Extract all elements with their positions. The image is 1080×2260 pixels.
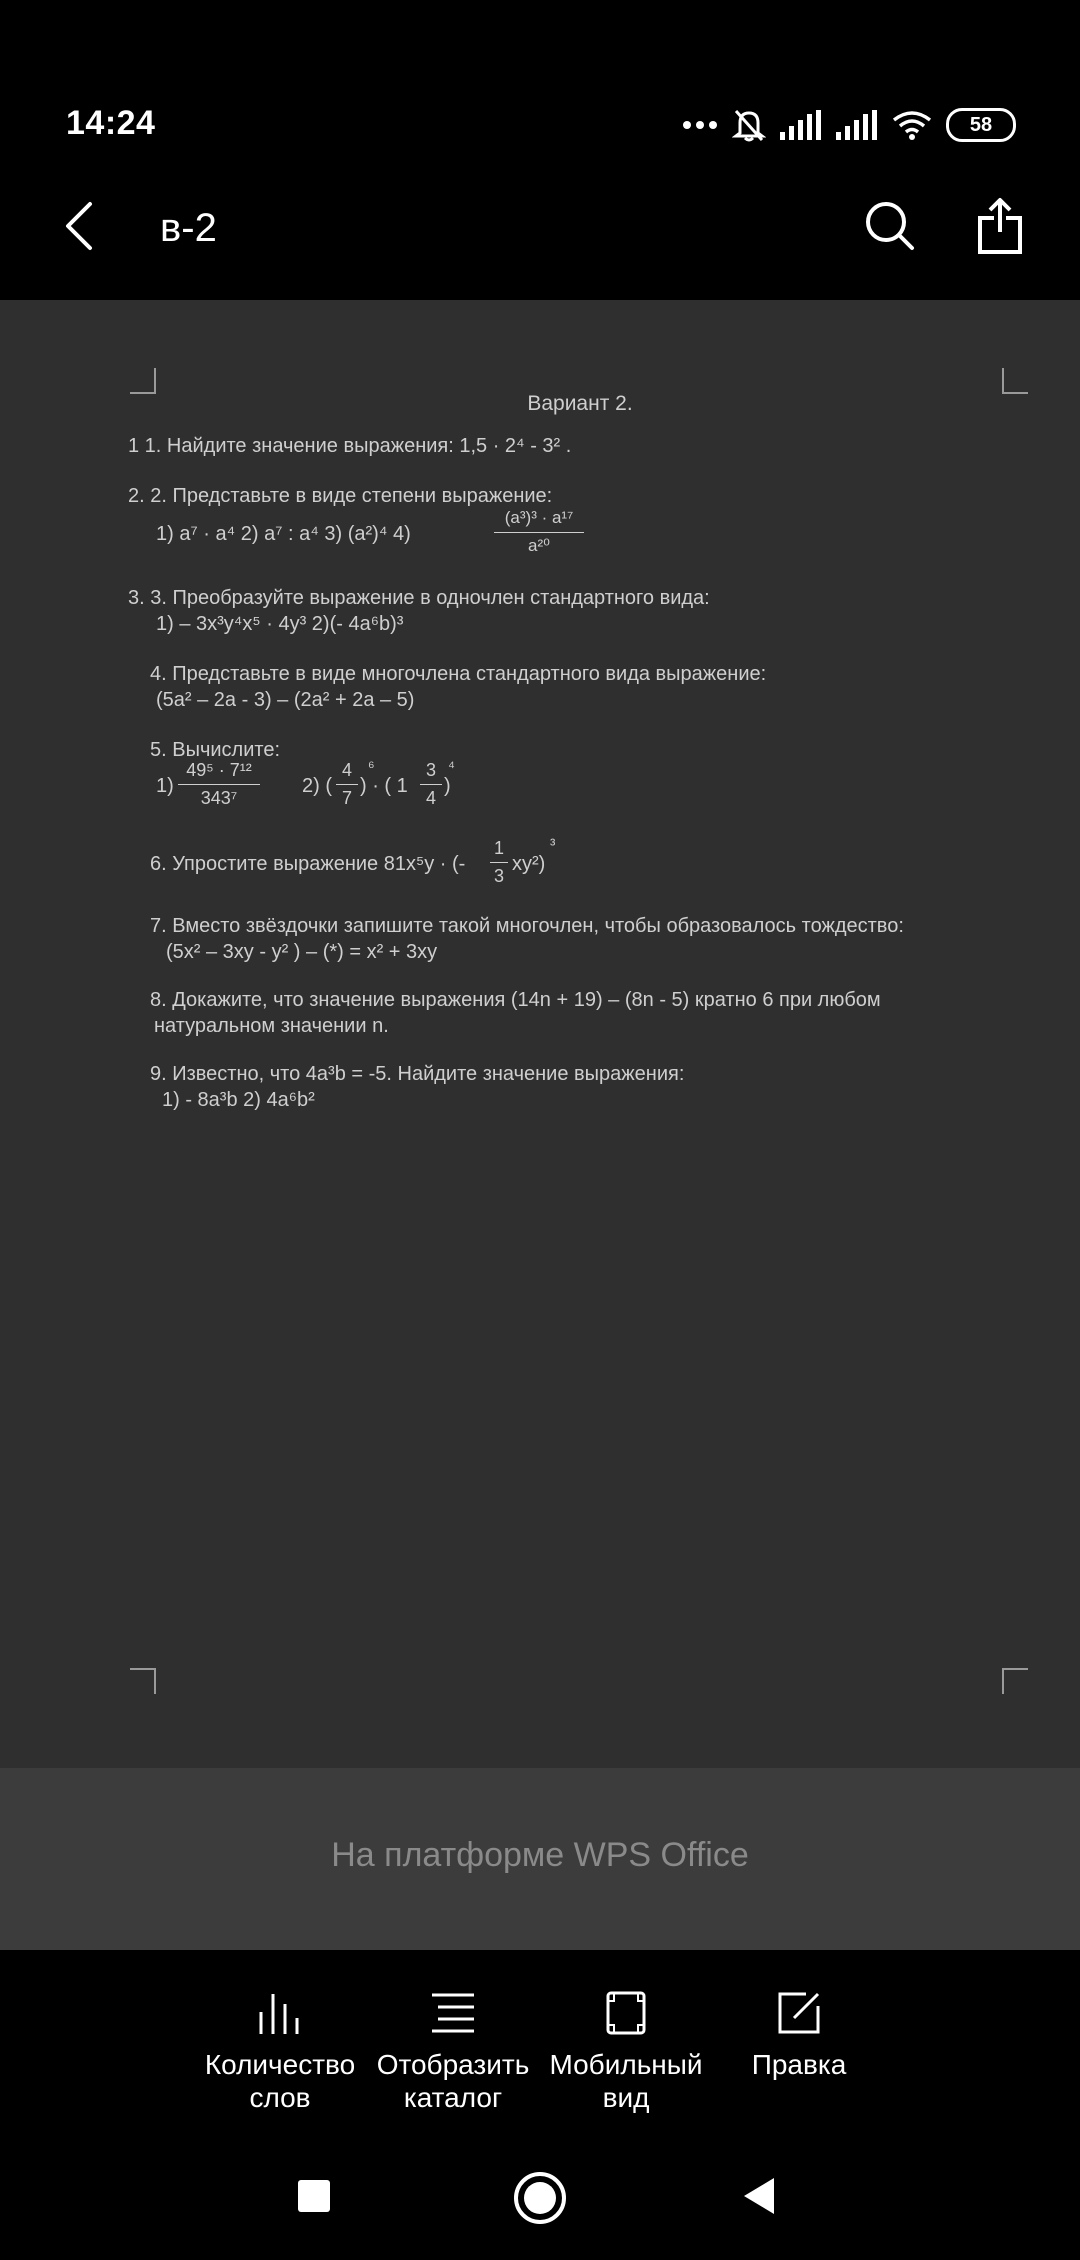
show-catalog-button[interactable] <box>363 1990 543 2114</box>
fraction-bar <box>490 862 508 863</box>
task-6-frac-den: 3 <box>493 866 504 886</box>
task-2-items: 1) a⁷ · a⁴ 2) a⁷ : a⁴ 3) (a²)⁴ 4) <box>156 523 411 545</box>
task-7: 7. Вместо звёздочки запишите такой многочлен, чтобы образовалось тождество: <box>150 915 904 937</box>
status-icons <box>682 106 1016 144</box>
task-5-part1-label: 1) <box>156 775 174 797</box>
system-nav-bar <box>0 2134 1080 2260</box>
task-6-frac-num: 1 <box>493 838 504 858</box>
list-icon <box>428 1990 478 2036</box>
task-4: 4. Представьте в виде многочлена стандартного вида выражение: <box>150 663 767 685</box>
edit-icon <box>776 1990 822 2036</box>
task-5-frac-a-den: 7 <box>341 788 352 808</box>
status-time: 14:24 <box>66 104 156 142</box>
task-5-frac-b-den: 4 <box>425 788 436 808</box>
signal-icon <box>780 110 822 140</box>
bell-off-icon <box>732 107 766 143</box>
fraction-denominator: a²⁰ <box>528 536 550 555</box>
wifi-icon <box>892 110 932 140</box>
wps-watermark-bar <box>0 1768 1080 1950</box>
task-6: 6. Упростите выражение 81x⁵y · (- <box>150 853 466 875</box>
bottom-toolbar <box>0 1950 1080 2134</box>
task-3-items: 1) – 3x³y⁴x⁵ · 4y³ 2)(- 4a⁶b)³ <box>156 613 404 635</box>
mobile-view-icon <box>603 1990 649 2036</box>
task-5-part2-label: 2) ( <box>302 775 332 797</box>
task-5-close: ) <box>444 775 451 797</box>
watermark-text: На платформе WPS Office <box>331 1836 749 1874</box>
fraction-bar <box>494 532 584 533</box>
fraction-bar <box>336 784 358 785</box>
task-7-expression: (5x² – 3xy - y² ) – (*) = x² + 3xy <box>166 941 438 963</box>
task-6-rest: xy²) <box>512 853 546 875</box>
task-5-middle: ) · ( 1 <box>360 775 408 797</box>
word-count-button[interactable] <box>190 1990 370 2114</box>
battery-icon <box>946 108 1016 142</box>
mobile-view-label: Мобильный вид <box>549 2049 703 2113</box>
task-5-frac-a-num: 4 <box>341 760 352 780</box>
mobile-view-button[interactable] <box>536 1990 716 2114</box>
task-8-cont: натуральном значении n. <box>154 1015 389 1037</box>
task-2: 2. 2. Представьте в виде степени выражение: <box>128 485 553 507</box>
recent-apps-icon[interactable] <box>296 2178 332 2214</box>
status-bar <box>0 0 1080 190</box>
fraction-numerator: (a³)³ · a¹⁷ <box>504 508 574 527</box>
signal-icon <box>836 110 878 140</box>
task-1: 1 1. Найдите значение выражения: 1,5 · 2⁴ - 3² . <box>128 435 572 457</box>
document-page <box>0 300 1080 1768</box>
task-5-pow-a: ⁶ <box>368 759 375 776</box>
task-9-items: 1) - 8a³b 2) 4a⁶b² <box>162 1089 315 1111</box>
back-arrow-icon[interactable] <box>54 196 104 256</box>
task-5-part1-numerator: 49⁵ · 7¹² <box>186 760 252 780</box>
back-icon[interactable] <box>740 2176 780 2216</box>
battery-level: 58 <box>969 113 993 136</box>
task-5-pow-b: ⁴ <box>448 759 455 776</box>
share-icon[interactable] <box>970 194 1030 258</box>
task-3: 3. 3. Преобразуйте выражение в одночлен стандартного вида: <box>128 587 710 609</box>
task-8: 8. Докажите, что значение выражения (14n + 19) – (8n - 5) кратно 6 при любом <box>150 989 881 1011</box>
bar-chart-icon <box>255 1990 305 2036</box>
task-4-expression: (5a² – 2a - 3) – (2a² + 2a – 5) <box>156 689 415 711</box>
document-viewer[interactable] <box>0 300 1080 1768</box>
task-5-part1-denominator: 343⁷ <box>200 788 238 808</box>
task-5: 5. Вычислите: <box>150 739 280 761</box>
document-title: в-2 <box>160 206 217 250</box>
doc-heading: Вариант 2. <box>527 392 633 415</box>
edit-label: Правка <box>751 2049 847 2080</box>
fraction-bar <box>178 784 260 785</box>
task-6-pow: ³ <box>550 837 556 854</box>
edit-button[interactable] <box>709 1990 889 2081</box>
search-icon[interactable] <box>860 196 920 256</box>
word-count-label: Количество слов <box>204 2049 356 2113</box>
home-icon[interactable] <box>512 2170 568 2226</box>
more-dots-icon <box>682 119 718 131</box>
task-5-frac-b-num: 3 <box>425 760 436 780</box>
task-9: 9. Известно, что 4a³b = -5. Найдите значение выражения: <box>150 1063 685 1085</box>
fraction-bar <box>420 784 442 785</box>
show-catalog-label: Отобразить каталог <box>376 2049 530 2113</box>
